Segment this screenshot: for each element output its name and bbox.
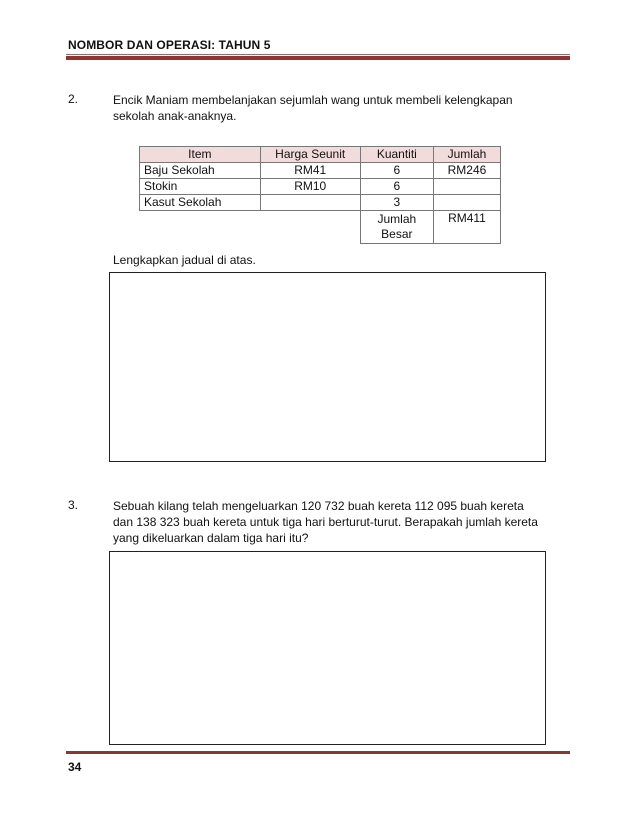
total-label-line-2: Besar bbox=[381, 227, 413, 241]
table-cell: 3 bbox=[360, 195, 433, 211]
table-cell-blank bbox=[260, 195, 360, 211]
answer-box-question-2[interactable] bbox=[109, 272, 546, 462]
total-label-line-1: Jumlah bbox=[377, 212, 417, 226]
table-cell-blank bbox=[433, 179, 500, 195]
question-3-text-line-3: yang dikeluarkan dalam tiga hari itu? bbox=[113, 531, 309, 545]
table-cell: Kasut Sekolah bbox=[140, 195, 261, 211]
table-row bbox=[140, 163, 501, 179]
table-header-kuantiti: Kuantiti bbox=[360, 147, 433, 163]
table-cell: RM10 bbox=[260, 179, 360, 195]
table-row bbox=[140, 195, 501, 211]
table-cell: Stokin bbox=[140, 179, 261, 195]
page-number: 34 bbox=[68, 760, 82, 774]
total-label bbox=[360, 211, 433, 244]
header-rule-thin bbox=[66, 54, 570, 55]
total-value: RM411 bbox=[433, 211, 500, 244]
footer-rule bbox=[66, 751, 570, 754]
question-2-number: 2. bbox=[68, 92, 79, 106]
price-table bbox=[139, 146, 501, 244]
table-cell: Baju Sekolah bbox=[140, 163, 261, 179]
table-cell: 6 bbox=[360, 179, 433, 195]
table-total-row bbox=[140, 211, 501, 244]
question-3-text-line-2: dan 138 323 buah kereta untuk tiga hari berturut-turut. Berapakah jumlah kereta bbox=[113, 515, 538, 529]
table-header-harga: Harga Seunit bbox=[260, 147, 360, 163]
question-3-text-line-1: Sebuah kilang telah mengeluarkan 120 732 buah kereta 112 095 buah kereta bbox=[113, 499, 524, 513]
table-cell: RM41 bbox=[260, 163, 360, 179]
answer-box-question-3[interactable] bbox=[109, 551, 546, 745]
table-header-row bbox=[140, 147, 501, 163]
table-cell-blank bbox=[433, 195, 500, 211]
table-cell: 6 bbox=[360, 163, 433, 179]
table-cell: RM246 bbox=[433, 163, 500, 179]
table-header-jumlah: Jumlah bbox=[433, 147, 500, 163]
question-2-instruction: Lengkapkan jadual di atas. bbox=[113, 253, 256, 267]
header-title: NOMBOR DAN OPERASI: TAHUN 5 bbox=[68, 38, 271, 52]
table-header-item: Item bbox=[140, 147, 261, 163]
table-row bbox=[140, 179, 501, 195]
question-3-number: 3. bbox=[68, 498, 79, 512]
header-rule bbox=[66, 56, 570, 60]
question-2-text-line-2: sekolah anak-anaknya. bbox=[113, 109, 237, 123]
question-2-text-line-1: Encik Maniam membelanjakan sejumlah wang untuk membeli kelengkapan bbox=[113, 93, 513, 107]
